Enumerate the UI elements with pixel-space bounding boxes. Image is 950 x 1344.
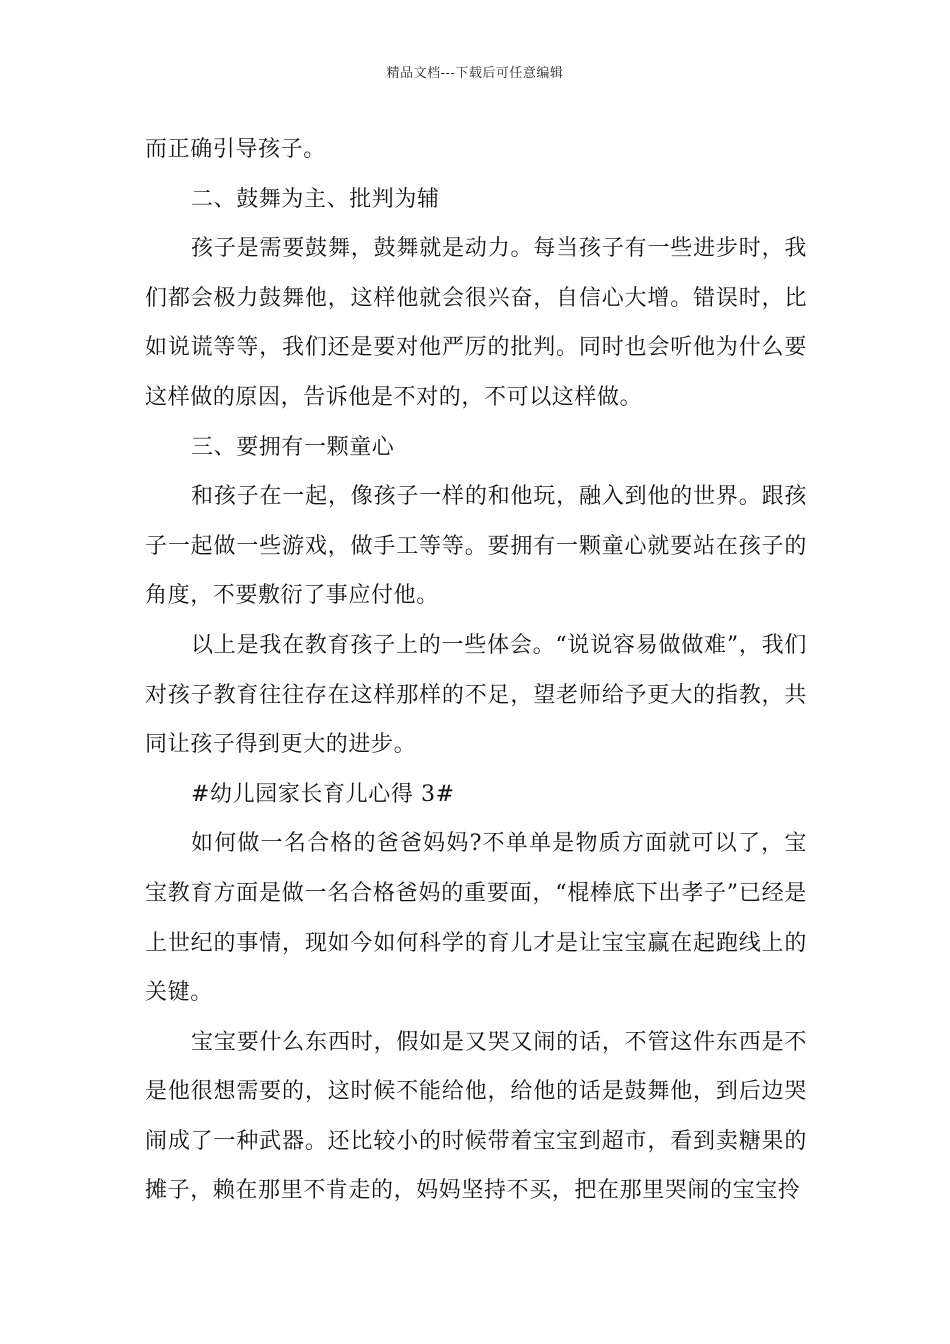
paragraph-childlike-heart: 和孩子在一起，像孩子一样的和他玩，融入到他的世界。跟孩子一起做一些游戏，做手工等等。要拥有一颗童心就要站在孩子的角度，不要敷衍了事应付他。 [145, 484, 807, 609]
document-body [145, 125, 807, 1216]
paragraph-continuation: 而正确引导孩子。 [145, 137, 326, 162]
paragraph-encouragement: 孩子是需要鼓舞，鼓舞就是动力。每当孩子有一些进步时，我们都会极力鼓舞他，这样他就会很兴奋，自信心大增。错误时，比如说谎等等，我们还是要对他严厉的批判。同时也会听他为什么要这样做的原因，告诉他是不对的，不可以这样做。 [145, 236, 807, 410]
section-heading-encouragement: 二、鼓舞为主、批判为辅 [191, 186, 440, 212]
section-heading-childlike-heart: 三、要拥有一颗童心 [191, 434, 395, 460]
paragraph-qualified-parents: 如何做一名合格的爸爸妈妈?不单单是物质方面就可以了，宝宝教育方面是做一名合格爸妈的重要面，“棍棒底下出孝子”已经是上世纪的事情，现如今如何科学的育儿才是让宝宝赢在起跑线上的关键。 [145, 831, 807, 1006]
paragraph-crying-demands: 宝宝要什么东西时，假如是又哭又闹的话，不管这件东西是不是他很想需要的，这时候不能给他，给他的话是鼓舞他，到后边哭闹成了一种武器。还比较小的时候带着宝宝到超市，看到卖糖果的摊子，赖在那里不肯走的，妈妈坚持不买，把在那里哭闹的宝宝拎 [145, 1029, 807, 1204]
paragraph-conclusion: 以上是我在教育孩子上的一些体会。“说说容易做做难”，我们对孩子教育往往存在这样那样的不足，望老师给予更大的指教，共同让孩子得到更大的进步。 [145, 632, 807, 758]
page-header: 精品文档---下载后可任意编辑 [386, 66, 564, 81]
section-heading-parenting-3: #幼儿园家长育儿心得 3# [191, 781, 455, 807]
